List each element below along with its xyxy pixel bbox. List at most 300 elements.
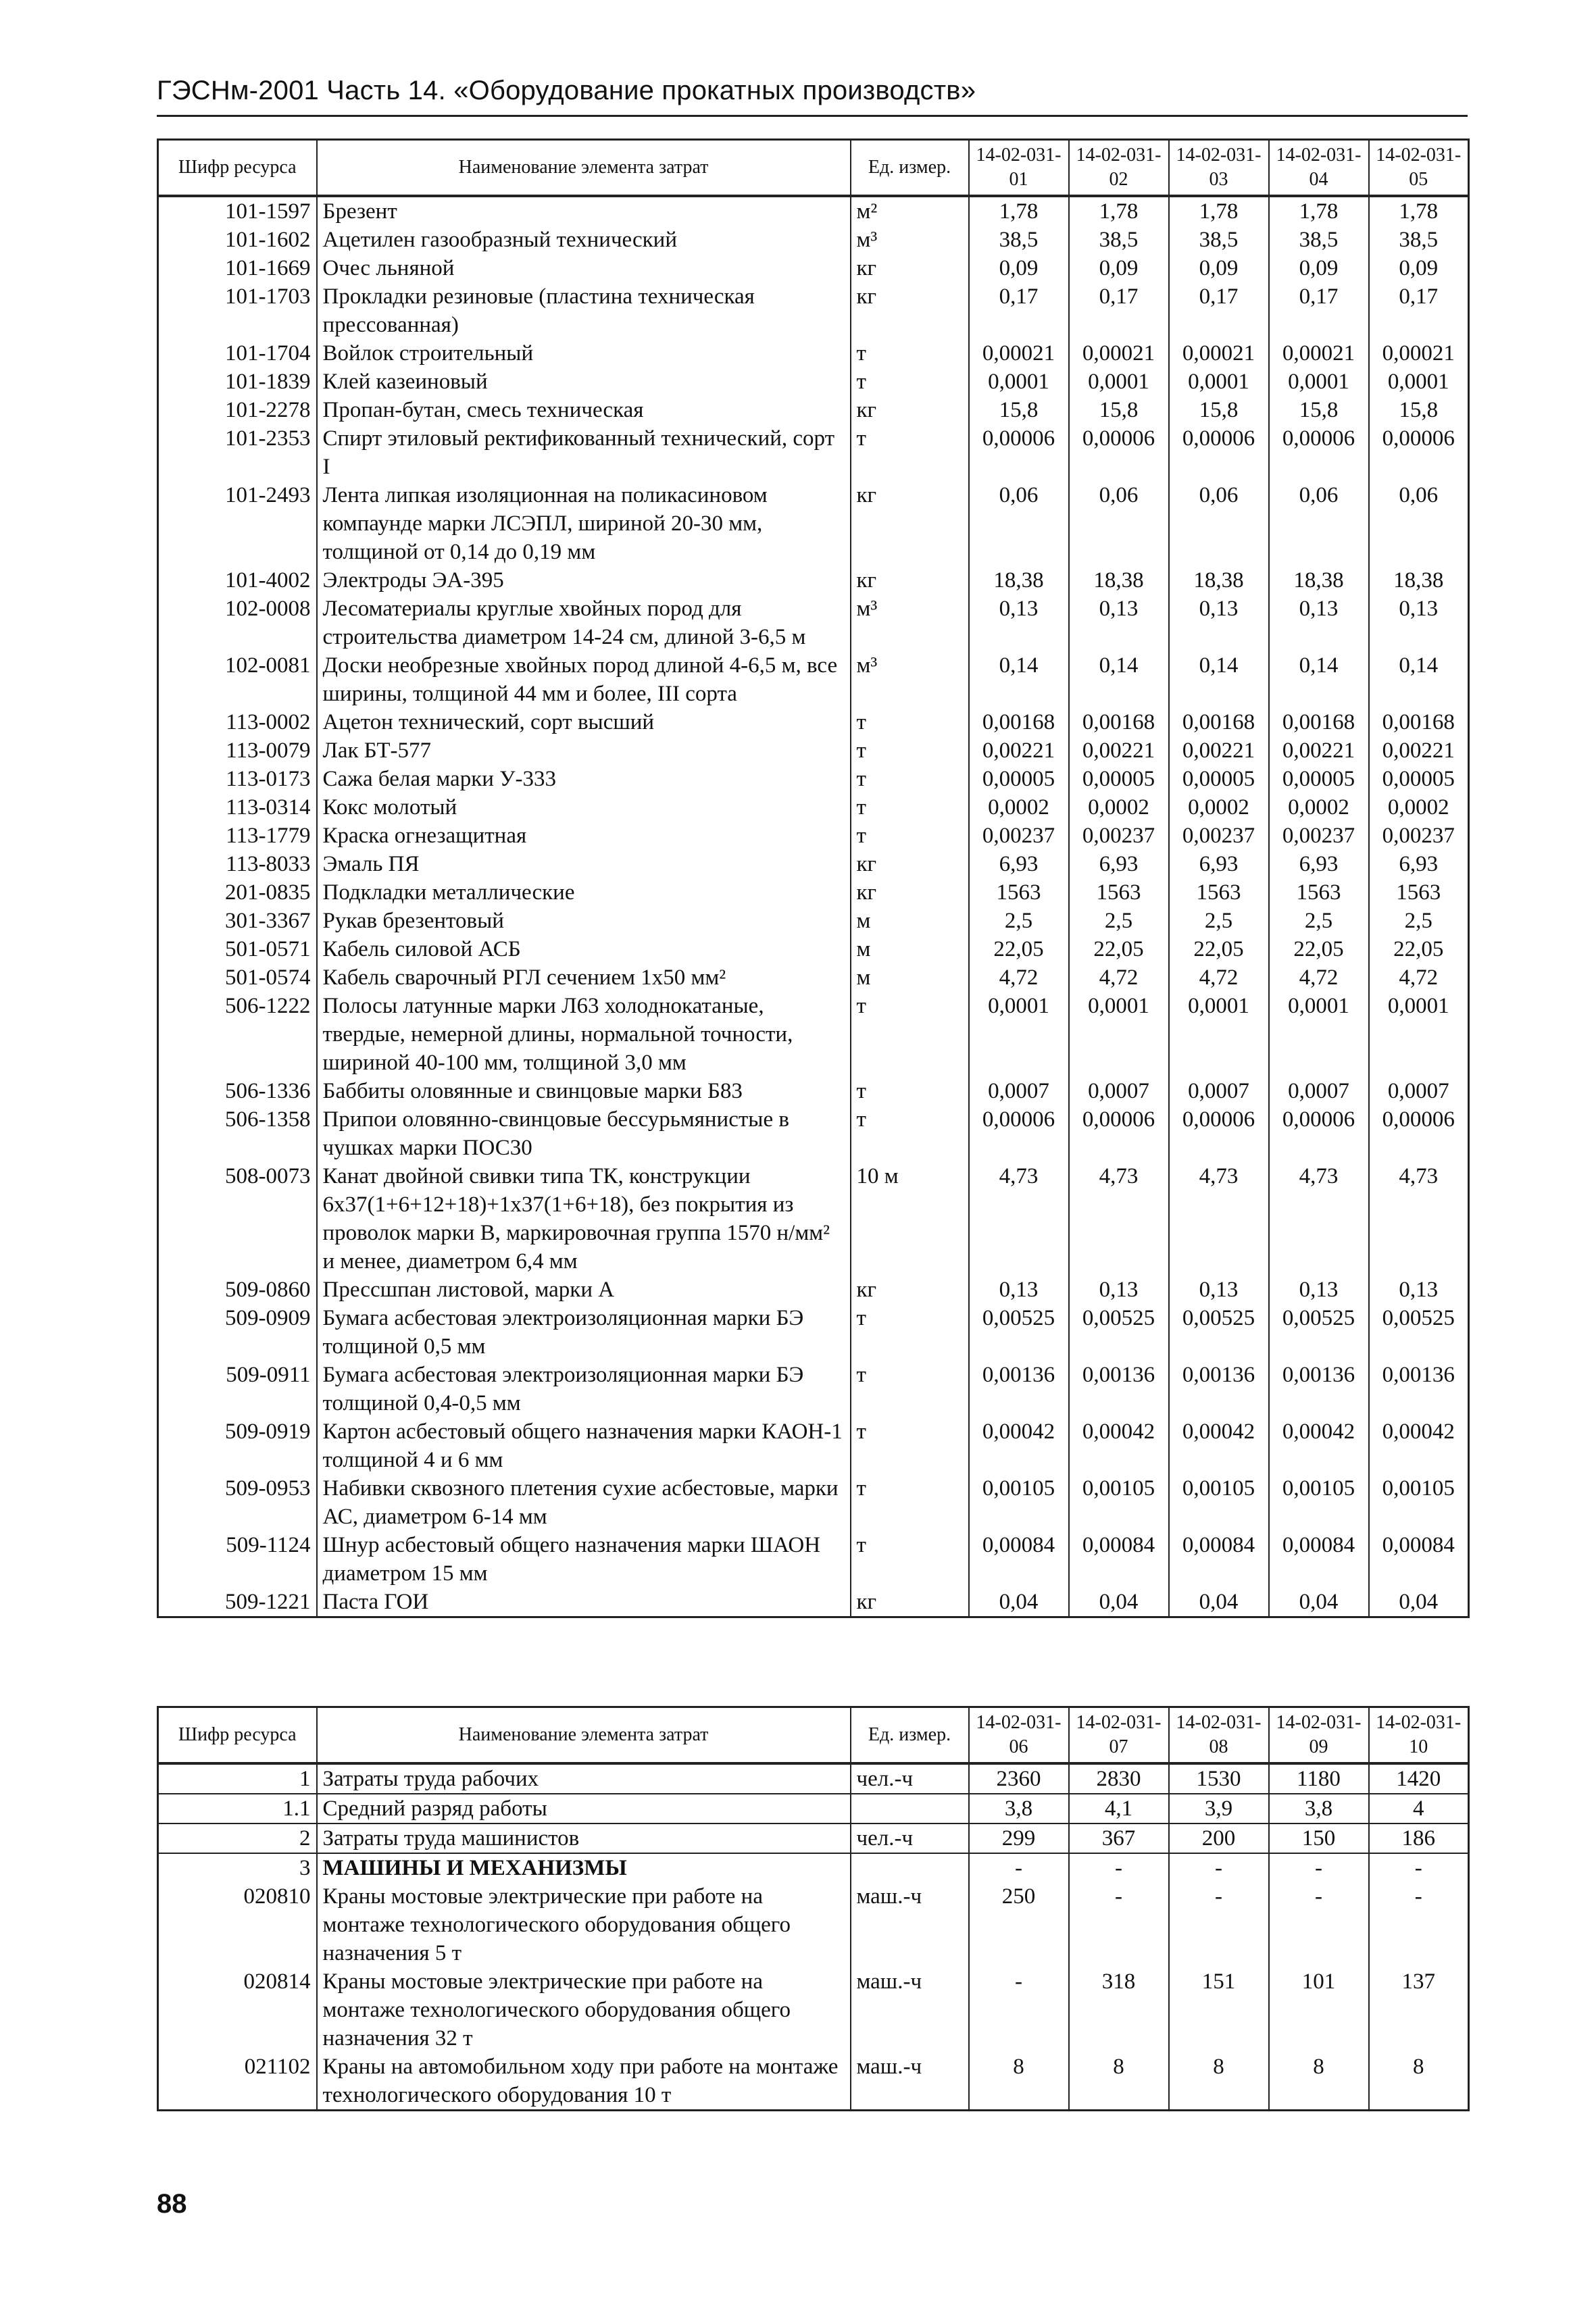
- norm-value: 3,8: [1269, 1794, 1369, 1823]
- norm-value: 0,00042: [969, 1417, 1069, 1474]
- resource-code: 101-2278: [158, 396, 317, 424]
- norm-value: 0,00525: [1369, 1304, 1469, 1361]
- unit-of-measure: маш.-ч: [851, 2053, 969, 2111]
- cost-item-name: Баббиты оловянные и свинцовые марки Б83: [317, 1077, 851, 1105]
- norm-value: 0,00168: [1369, 708, 1469, 736]
- norm-value: 137: [1369, 1967, 1469, 2053]
- cost-item-name: Затраты труда рабочих: [317, 1763, 851, 1794]
- cost-item-name: Припои оловянно-свинцовые бессурьмянистые в чушках марки ПОС30: [317, 1105, 851, 1162]
- table-row: [158, 1162, 1469, 1276]
- cost-item-name: Кабель силовой АСБ: [317, 935, 851, 963]
- norm-value: 0,14: [1069, 651, 1169, 708]
- norm-value: 0,0001: [1369, 368, 1469, 396]
- norm-value: 0,00021: [1269, 339, 1369, 368]
- norm-value: 0,00084: [1369, 1531, 1469, 1588]
- norm-value: 0,00525: [1069, 1304, 1169, 1361]
- norm-value: 4,72: [1069, 963, 1169, 992]
- norm-value: 318: [1069, 1967, 1169, 2053]
- unit-of-measure: м³: [851, 595, 969, 651]
- norm-value: 0,00006: [1369, 1105, 1469, 1162]
- norm-value: 8: [1269, 2053, 1369, 2111]
- norm-value: 18,38: [1169, 566, 1269, 595]
- column-header: 14-02-031-10: [1369, 1707, 1469, 1764]
- resource-code: 1.1: [158, 1794, 317, 1823]
- resource-code: 101-1669: [158, 254, 317, 282]
- cost-item-name: Лесоматериалы круглые хвойных пород для строительства диаметром 14-24 см, длиной 3-6,5 м: [317, 595, 851, 651]
- unit-of-measure: м²: [851, 196, 969, 226]
- norm-value: 299: [969, 1823, 1069, 1853]
- norm-value: 0,13: [1169, 595, 1269, 651]
- table-row: [158, 396, 1469, 424]
- norm-value: 0,0007: [1269, 1077, 1369, 1105]
- resource-code: 508-0073: [158, 1162, 317, 1276]
- norm-value: 38,5: [1269, 226, 1369, 254]
- unit-of-measure: кг: [851, 878, 969, 907]
- resource-code: 2: [158, 1823, 317, 1853]
- resource-code: 509-0919: [158, 1417, 317, 1474]
- table-row: [158, 1967, 1469, 2053]
- norm-value: 1420: [1369, 1763, 1469, 1794]
- table-row: [158, 254, 1469, 282]
- table-row: [158, 822, 1469, 850]
- norm-value: 0,06: [1169, 481, 1269, 566]
- page-number: 88: [157, 2189, 187, 2219]
- norm-value: 0,06: [1269, 481, 1369, 566]
- resource-code: 101-1602: [158, 226, 317, 254]
- table-row: [158, 935, 1469, 963]
- unit-of-measure: т: [851, 368, 969, 396]
- unit-of-measure: маш.-ч: [851, 1967, 969, 2053]
- norm-value: 0,0001: [1169, 992, 1269, 1077]
- norm-value: 0,0001: [1069, 992, 1169, 1077]
- norm-value: 4,73: [1369, 1162, 1469, 1276]
- unit-of-measure: кг: [851, 481, 969, 566]
- cost-item-name: Ацетилен газообразный технический: [317, 226, 851, 254]
- unit-of-measure: т: [851, 1531, 969, 1588]
- norm-value: 0,09: [1069, 254, 1169, 282]
- norm-value: 0,00005: [1069, 765, 1169, 793]
- cost-item-name: Войлок строительный: [317, 339, 851, 368]
- table-row: [158, 1304, 1469, 1361]
- resource-code: 101-2493: [158, 481, 317, 566]
- norm-value: 4,73: [969, 1162, 1069, 1276]
- table-row: [158, 651, 1469, 708]
- norm-value: 0,00237: [1269, 822, 1369, 850]
- norm-value: 2,5: [1169, 907, 1269, 935]
- norm-value: 0,0002: [1069, 793, 1169, 822]
- norm-value: 0,00221: [1169, 736, 1269, 765]
- unit-of-measure: чел.-ч: [851, 1823, 969, 1853]
- table-row: [158, 878, 1469, 907]
- norm-value: 0,0001: [1369, 992, 1469, 1077]
- norm-value: 0,00005: [1269, 765, 1369, 793]
- norm-value: 0,00084: [969, 1531, 1069, 1588]
- norm-value: 0,17: [1269, 282, 1369, 339]
- norm-value: 0,13: [1169, 1276, 1269, 1304]
- cost-item-name: Сажа белая марки У-333: [317, 765, 851, 793]
- unit-of-measure: т: [851, 1417, 969, 1474]
- column-header: 14-02-031-04: [1269, 140, 1369, 197]
- resources-table: [157, 139, 1470, 1618]
- norm-value: 186: [1369, 1823, 1469, 1853]
- unit-of-measure: кг: [851, 1276, 969, 1304]
- norm-value: -: [1269, 1853, 1369, 1882]
- table-row: [158, 1474, 1469, 1531]
- unit-of-measure: т: [851, 339, 969, 368]
- cost-item-name: Эмаль ПЯ: [317, 850, 851, 878]
- resource-code: 101-1597: [158, 196, 317, 226]
- unit-of-measure: т: [851, 736, 969, 765]
- column-header: 14-02-031-08: [1169, 1707, 1269, 1764]
- norm-value: 0,00006: [969, 424, 1069, 481]
- table-row: [158, 226, 1469, 254]
- table-row: [158, 2053, 1469, 2111]
- unit-of-measure: т: [851, 1304, 969, 1361]
- norm-value: 2,5: [1369, 907, 1469, 935]
- norm-value: 0,00005: [1369, 765, 1469, 793]
- norm-value: 0,14: [1269, 651, 1369, 708]
- table-row: [158, 1417, 1469, 1474]
- column-header: 14-02-031-02: [1069, 140, 1169, 197]
- norm-value: 0,13: [1069, 595, 1169, 651]
- cost-item-name: Лак БТ-577: [317, 736, 851, 765]
- norm-value: 1,78: [1069, 196, 1169, 226]
- norm-value: -: [1069, 1853, 1169, 1882]
- norm-value: 0,00021: [1069, 339, 1169, 368]
- norm-value: 0,0001: [1169, 368, 1269, 396]
- norm-value: 15,8: [1369, 396, 1469, 424]
- cost-item-name: Краны мостовые электрические при работе на монтаже технологического оборудования общего назначения 32 т: [317, 1967, 851, 2053]
- norm-value: 0,00525: [969, 1304, 1069, 1361]
- unit-of-measure: м³: [851, 226, 969, 254]
- norm-value: 0,00042: [1369, 1417, 1469, 1474]
- norm-value: 0,00006: [1369, 424, 1469, 481]
- norm-value: -: [1169, 1853, 1269, 1882]
- unit-of-measure: [851, 1853, 969, 1882]
- unit-of-measure: т: [851, 708, 969, 736]
- column-header: Ед. измер.: [851, 140, 969, 197]
- norm-value: 0,06: [1369, 481, 1469, 566]
- unit-of-measure: м: [851, 907, 969, 935]
- norm-value: 1563: [1069, 878, 1169, 907]
- norm-value: 0,17: [1169, 282, 1269, 339]
- norm-value: 0,17: [969, 282, 1069, 339]
- unit-of-measure: 10 м: [851, 1162, 969, 1276]
- norm-value: -: [1169, 1882, 1269, 1967]
- norm-value: 15,8: [1069, 396, 1169, 424]
- norm-value: 0,00084: [1069, 1531, 1169, 1588]
- norm-value: -: [1369, 1853, 1469, 1882]
- norm-value: 0,00006: [1069, 1105, 1169, 1162]
- resource-code: 509-0909: [158, 1304, 317, 1361]
- cost-item-name: Кабель сварочный РГЛ сечением 1х50 мм²: [317, 963, 851, 992]
- norm-value: -: [969, 1967, 1069, 2053]
- cost-item-name: Кокс молотый: [317, 793, 851, 822]
- cost-item-name: Ацетон технический, сорт высший: [317, 708, 851, 736]
- resource-code: 3: [158, 1853, 317, 1882]
- norm-value: 0,0001: [1069, 368, 1169, 396]
- norm-value: 0,04: [1169, 1588, 1269, 1617]
- norm-value: 4,73: [1169, 1162, 1269, 1276]
- norm-value: 0,14: [1169, 651, 1269, 708]
- column-header: Шифр ресурса: [158, 140, 317, 197]
- norm-value: 8: [969, 2053, 1069, 2111]
- norm-value: 6,93: [1169, 850, 1269, 878]
- norm-value: 0,09: [1169, 254, 1269, 282]
- norm-value: 0,14: [1369, 651, 1469, 708]
- norm-value: 0,00006: [1169, 1105, 1269, 1162]
- table-row: [158, 196, 1469, 226]
- norm-value: 0,04: [1369, 1588, 1469, 1617]
- resource-code: 509-0911: [158, 1361, 317, 1417]
- norm-value: 0,0001: [969, 992, 1069, 1077]
- norm-value: 1,78: [1369, 196, 1469, 226]
- table-row: [158, 736, 1469, 765]
- table-row: [158, 1763, 1469, 1794]
- norm-value: 0,00237: [1169, 822, 1269, 850]
- resource-code: 101-1703: [158, 282, 317, 339]
- norm-value: -: [1269, 1882, 1369, 1967]
- norm-value: 0,0001: [1269, 368, 1369, 396]
- norm-value: 0,13: [1269, 1276, 1369, 1304]
- norm-value: 0,06: [1069, 481, 1169, 566]
- resource-code: 021102: [158, 2053, 317, 2111]
- unit-of-measure: т: [851, 1105, 969, 1162]
- resource-code: 506-1358: [158, 1105, 317, 1162]
- unit-of-measure: т: [851, 1361, 969, 1417]
- norm-value: 38,5: [969, 226, 1069, 254]
- table-row: [158, 1531, 1469, 1588]
- resource-code: 1: [158, 1763, 317, 1794]
- cost-item-name: Лента липкая изоляционная на поликасиновом компаунде марки ЛСЭПЛ, шириной 20-30 мм, толщиной от 0,14 до 0,19 мм: [317, 481, 851, 566]
- norm-value: 2830: [1069, 1763, 1169, 1794]
- norm-value: 0,13: [1069, 1276, 1169, 1304]
- cost-item-name: Подкладки металлические: [317, 878, 851, 907]
- norm-value: 0,13: [969, 1276, 1069, 1304]
- cost-item-name: Канат двойной свивки типа ТК, конструкции 6х37(1+6+12+18)+1х37(1+6+18), без покрытия из проволок марки В, маркировочная группа 1570 н/мм² и менее, диаметром 6,4 мм: [317, 1162, 851, 1276]
- norm-value: 0,00105: [1269, 1474, 1369, 1531]
- norm-value: 1180: [1269, 1763, 1369, 1794]
- resource-code: 301-3367: [158, 907, 317, 935]
- page-header: ГЭСНм-2001 Часть 14. «Оборудование прокатных производств»: [157, 76, 976, 105]
- norm-value: 0,00006: [1269, 1105, 1369, 1162]
- norm-value: 0,0001: [969, 368, 1069, 396]
- column-header: 14-02-031-03: [1169, 140, 1269, 197]
- cost-item-name: Доски необрезные хвойных пород длиной 4-6,5 м, все ширины, толщиной 44 мм и более, III сорта: [317, 651, 851, 708]
- table-row: [158, 992, 1469, 1077]
- table-row: [158, 850, 1469, 878]
- norm-value: 18,38: [1069, 566, 1169, 595]
- norm-value: 0,00105: [1369, 1474, 1469, 1531]
- norm-value: 4,72: [1269, 963, 1369, 992]
- norm-value: 1,78: [1269, 196, 1369, 226]
- cost-item-name: Пропан-бутан, смесь техническая: [317, 396, 851, 424]
- labor-machines-table: [157, 1706, 1470, 2111]
- table-row: [158, 793, 1469, 822]
- resource-code: 113-0173: [158, 765, 317, 793]
- column-header: 14-02-031-06: [969, 1707, 1069, 1764]
- unit-of-measure: кг: [851, 1588, 969, 1617]
- table-row: [158, 1077, 1469, 1105]
- norm-value: 4,72: [1369, 963, 1469, 992]
- cost-item-name: Очес льняной: [317, 254, 851, 282]
- cost-item-name: Краны мостовые электрические при работе на монтаже технологического оборудования общего назначения 5 т: [317, 1882, 851, 1967]
- cost-item-name: Бумага асбестовая электроизоляционная марки БЭ толщиной 0,4-0,5 мм: [317, 1361, 851, 1417]
- resource-code: 113-0314: [158, 793, 317, 822]
- norm-value: 2,5: [1069, 907, 1169, 935]
- column-header: Шифр ресурса: [158, 1707, 317, 1764]
- norm-value: 4: [1369, 1794, 1469, 1823]
- resource-code: 506-1222: [158, 992, 317, 1077]
- norm-value: 250: [969, 1882, 1069, 1967]
- cost-item-name: Шнур асбестовый общего назначения марки ШАОН диаметром 15 мм: [317, 1531, 851, 1588]
- norm-value: 0,00136: [1369, 1361, 1469, 1417]
- norm-value: 0,0002: [1269, 793, 1369, 822]
- column-header: 14-02-031-01: [969, 140, 1069, 197]
- norm-value: -: [1069, 1882, 1169, 1967]
- norm-value: 0,00006: [969, 1105, 1069, 1162]
- norm-value: 0,0002: [969, 793, 1069, 822]
- cost-item-name: Спирт этиловый ректификованный технический, сорт I: [317, 424, 851, 481]
- norm-value: 22,05: [1369, 935, 1469, 963]
- norm-value: 151: [1169, 1967, 1269, 2053]
- norm-value: 0,00006: [1169, 424, 1269, 481]
- resource-code: 113-1779: [158, 822, 317, 850]
- resource-code: 509-1124: [158, 1531, 317, 1588]
- resource-code: 113-0079: [158, 736, 317, 765]
- norm-value: 22,05: [1269, 935, 1369, 963]
- norm-value: 0,04: [1069, 1588, 1169, 1617]
- unit-of-measure: чел.-ч: [851, 1763, 969, 1794]
- resource-code: 101-1704: [158, 339, 317, 368]
- table-row: [158, 708, 1469, 736]
- cost-item-name: Брезент: [317, 196, 851, 226]
- resource-code: 501-0571: [158, 935, 317, 963]
- norm-value: 38,5: [1069, 226, 1169, 254]
- column-header: 14-02-031-05: [1369, 140, 1469, 197]
- cost-item-name: Рукав брезентовый: [317, 907, 851, 935]
- norm-value: 2360: [969, 1763, 1069, 1794]
- column-header: Наименование элемента затрат: [317, 140, 851, 197]
- table-row: [158, 1276, 1469, 1304]
- norm-value: 0,00105: [1169, 1474, 1269, 1531]
- column-header: Ед. измер.: [851, 1707, 969, 1764]
- table-row: [158, 339, 1469, 368]
- table-row: [158, 566, 1469, 595]
- norm-value: 0,00237: [1369, 822, 1469, 850]
- resource-code: 201-0835: [158, 878, 317, 907]
- resource-code: 501-0574: [158, 963, 317, 992]
- norm-value: 0,00221: [1269, 736, 1369, 765]
- norm-value: 0,00042: [1169, 1417, 1269, 1474]
- norm-value: 8: [1169, 2053, 1269, 2111]
- norm-value: 22,05: [1069, 935, 1169, 963]
- norm-value: 0,00042: [1269, 1417, 1369, 1474]
- column-header: 14-02-031-07: [1069, 1707, 1169, 1764]
- cost-item-name: Электроды ЭА-395: [317, 566, 851, 595]
- cost-item-name: Бумага асбестовая электроизоляционная марки БЭ толщиной 0,5 мм: [317, 1304, 851, 1361]
- norm-value: 0,09: [969, 254, 1069, 282]
- unit-of-measure: м³: [851, 651, 969, 708]
- norm-value: 0,17: [1369, 282, 1469, 339]
- norm-value: 0,00168: [1269, 708, 1369, 736]
- norm-value: 0,00021: [1369, 339, 1469, 368]
- unit-of-measure: кг: [851, 254, 969, 282]
- table-row: [158, 765, 1469, 793]
- cost-item-name: Краска огнезащитная: [317, 822, 851, 850]
- unit-of-measure: т: [851, 992, 969, 1077]
- table-row: [158, 907, 1469, 935]
- table-row: [158, 368, 1469, 396]
- norm-value: 0,00168: [969, 708, 1069, 736]
- norm-value: 15,8: [1169, 396, 1269, 424]
- norm-value: 8: [1069, 2053, 1169, 2111]
- resource-code: 020814: [158, 1967, 317, 2053]
- resource-code: 020810: [158, 1882, 317, 1967]
- table-row: [158, 424, 1469, 481]
- norm-value: 0,00237: [969, 822, 1069, 850]
- table-row: [158, 1361, 1469, 1417]
- cost-item-name: Паста ГОИ: [317, 1588, 851, 1617]
- header-rule: [157, 115, 1468, 117]
- norm-value: 0,00084: [1269, 1531, 1369, 1588]
- unit-of-measure: кг: [851, 566, 969, 595]
- norm-value: 0,13: [1269, 595, 1369, 651]
- column-header: Наименование элемента затрат: [317, 1707, 851, 1764]
- norm-value: 0,09: [1269, 254, 1369, 282]
- cost-item-name: Набивки сквозного плетения сухие асбестовые, марки АС, диаметром 6-14 мм: [317, 1474, 851, 1531]
- norm-value: 0,00105: [1069, 1474, 1169, 1531]
- norm-value: 0,00084: [1169, 1531, 1269, 1588]
- norm-value: 4,72: [969, 963, 1069, 992]
- norm-value: 0,04: [1269, 1588, 1369, 1617]
- norm-value: 3,8: [969, 1794, 1069, 1823]
- table-row: [158, 1105, 1469, 1162]
- norm-value: 0,0007: [1169, 1077, 1269, 1105]
- cost-item-name: МАШИНЫ И МЕХАНИЗМЫ: [317, 1853, 851, 1882]
- norm-value: 1563: [1269, 878, 1369, 907]
- norm-value: 1563: [969, 878, 1069, 907]
- unit-of-measure: т: [851, 424, 969, 481]
- norm-value: 0,0001: [1269, 992, 1369, 1077]
- norm-value: 0,14: [969, 651, 1069, 708]
- norm-value: -: [1369, 1882, 1469, 1967]
- norm-value: 0,0002: [1369, 793, 1469, 822]
- unit-of-measure: кг: [851, 850, 969, 878]
- unit-of-measure: т: [851, 822, 969, 850]
- unit-of-measure: т: [851, 1474, 969, 1531]
- unit-of-measure: т: [851, 1077, 969, 1105]
- norm-value: 4,1: [1069, 1794, 1169, 1823]
- norm-value: 3,9: [1169, 1794, 1269, 1823]
- table-row: [158, 595, 1469, 651]
- resource-code: 102-0081: [158, 651, 317, 708]
- norm-value: 38,5: [1169, 226, 1269, 254]
- table-row: [158, 1853, 1469, 1882]
- norm-value: 1,78: [969, 196, 1069, 226]
- norm-value: 0,04: [969, 1588, 1069, 1617]
- table-row: [158, 481, 1469, 566]
- table-row: [158, 1882, 1469, 1967]
- norm-value: 0,00168: [1069, 708, 1169, 736]
- norm-value: -: [969, 1853, 1069, 1882]
- cost-item-name: Прокладки резиновые (пластина техническая прессованная): [317, 282, 851, 339]
- cost-item-name: Картон асбестовый общего назначения марки КАОН-1 толщиной 4 и 6 мм: [317, 1417, 851, 1474]
- resource-code: 509-0953: [158, 1474, 317, 1531]
- resource-code: 509-1221: [158, 1588, 317, 1617]
- norm-value: 4,72: [1169, 963, 1269, 992]
- norm-value: 0,0007: [1069, 1077, 1169, 1105]
